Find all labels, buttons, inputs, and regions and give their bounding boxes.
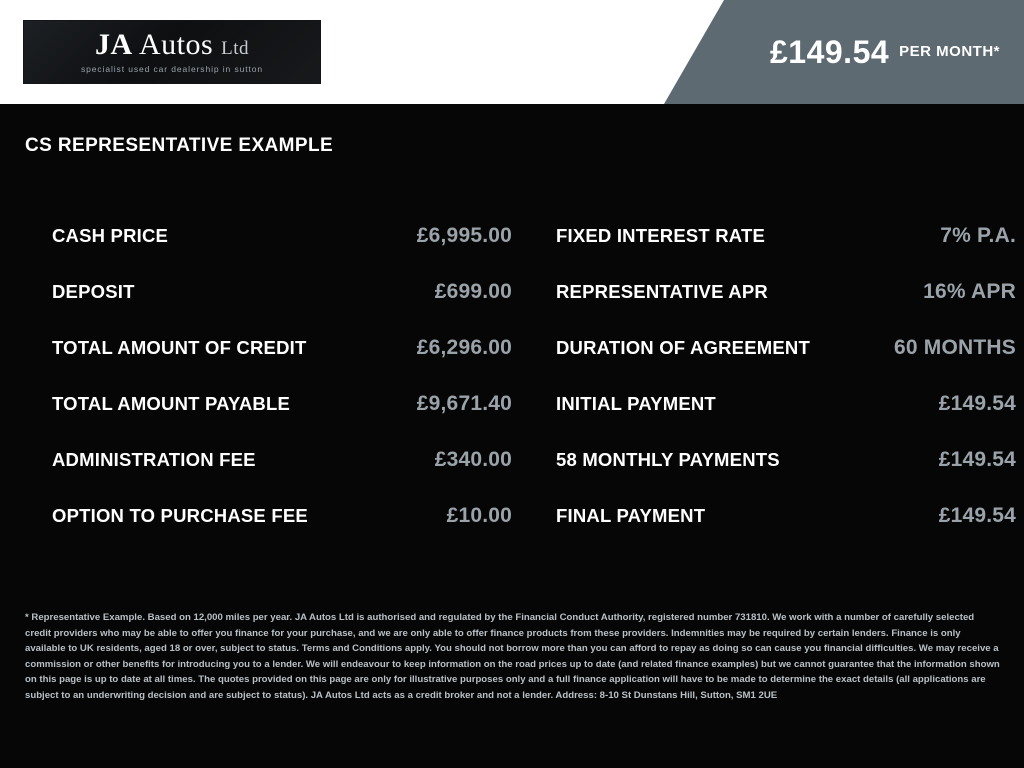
table-row [52,432,512,488]
logo-text-ja: JA [94,28,133,61]
row-value: £149.54 [938,448,1016,471]
row-value: £6,995.00 [416,224,512,247]
row-label: FINAL PAYMENT [556,505,706,526]
row-value: £10.00 [446,504,512,527]
row-value: £149.54 [938,392,1016,415]
row-label: ADMINISTRATION FEE [52,449,256,470]
page-title: CS REPRESENTATIVE EXAMPLE [25,135,334,156]
table-row [556,264,1016,320]
row-label: 58 MONTHLY PAYMENTS [556,449,780,470]
table-row [556,320,1016,376]
logo-text-ltd: Ltd [221,38,250,59]
row-label: REPRESENTATIVE APR [556,281,768,302]
header-price-content [770,0,1000,104]
row-label: CASH PRICE [52,225,169,246]
row-label: DURATION OF AGREEMENT [556,337,810,358]
table-row [556,376,1016,432]
row-value: 16% APR [923,280,1016,303]
table-row [52,376,512,432]
row-value: £340.00 [434,448,512,471]
logo-text-autos: Autos [132,28,214,61]
row-value: £9,671.40 [416,392,512,415]
row-label: TOTAL AMOUNT PAYABLE [52,393,291,414]
table-row [52,488,512,544]
dealer-logo [23,20,321,84]
table-row [556,432,1016,488]
table-row [52,208,512,264]
dealer-logo-wordmark [95,30,249,60]
table-row [52,320,512,376]
finance-table [0,208,1024,544]
row-label: INITIAL PAYMENT [556,393,716,414]
row-value: £6,296.00 [416,336,512,359]
table-row [52,264,512,320]
header-price-panel [664,0,1024,104]
monthly-price-amount: £149.54 [769,34,890,70]
table-row [556,488,1016,544]
table-row [556,208,1016,264]
dealer-logo-inner [24,21,320,83]
row-value: 60 MONTHS [894,336,1016,359]
dealer-logo-tagline: specialist used car dealership in sutton [81,64,263,74]
monthly-price-unit: PER MONTH* [899,42,1000,60]
row-label: TOTAL AMOUNT OF CREDIT [52,337,307,358]
finance-column-left [52,208,512,544]
row-value: £149.54 [938,504,1016,527]
row-label: OPTION TO PURCHASE FEE [52,505,308,526]
row-value: 7% P.A. [940,224,1016,247]
row-label: DEPOSIT [52,281,135,302]
row-value: £699.00 [434,280,512,303]
row-label: FIXED INTEREST RATE [556,225,766,246]
finance-column-right [556,208,1016,544]
disclaimer-text: * Representative Example. Based on 12,000 miles per year. JA Autos Ltd is authorised and regulated by the Financial Conduct Authority, registered number 731810. We work with a number of carefully selected credit providers who may be able to offer you finance for your purchase, and we are only able to offer finance products from these providers. Indemnities may be required by certain lenders. Finance is only available to UK residents, aged 18 or over, subject to status. Terms and Conditions apply. You should not borrow more than you can afford to repay as doing so can cause you financial difficulties. We may receive a commission or other benefits for introducing you to a lender. We will endeavour to keep information on the road prices up to date (and related finance examples) but we cannot guarantee that the information shown on this page is up to date at all times. The quotes provided on this page are only for illustrative purposes only and a full finance application will have to be made to determine the exact details (all applications are subject to an underwriting decision and are subject to status). JA Autos Ltd acts as a credit broker and not a lender. Address: 8-10 St Dunstans Hill, Sutton, SM1 2UE [25,612,1000,701]
page-header [0,0,1024,104]
